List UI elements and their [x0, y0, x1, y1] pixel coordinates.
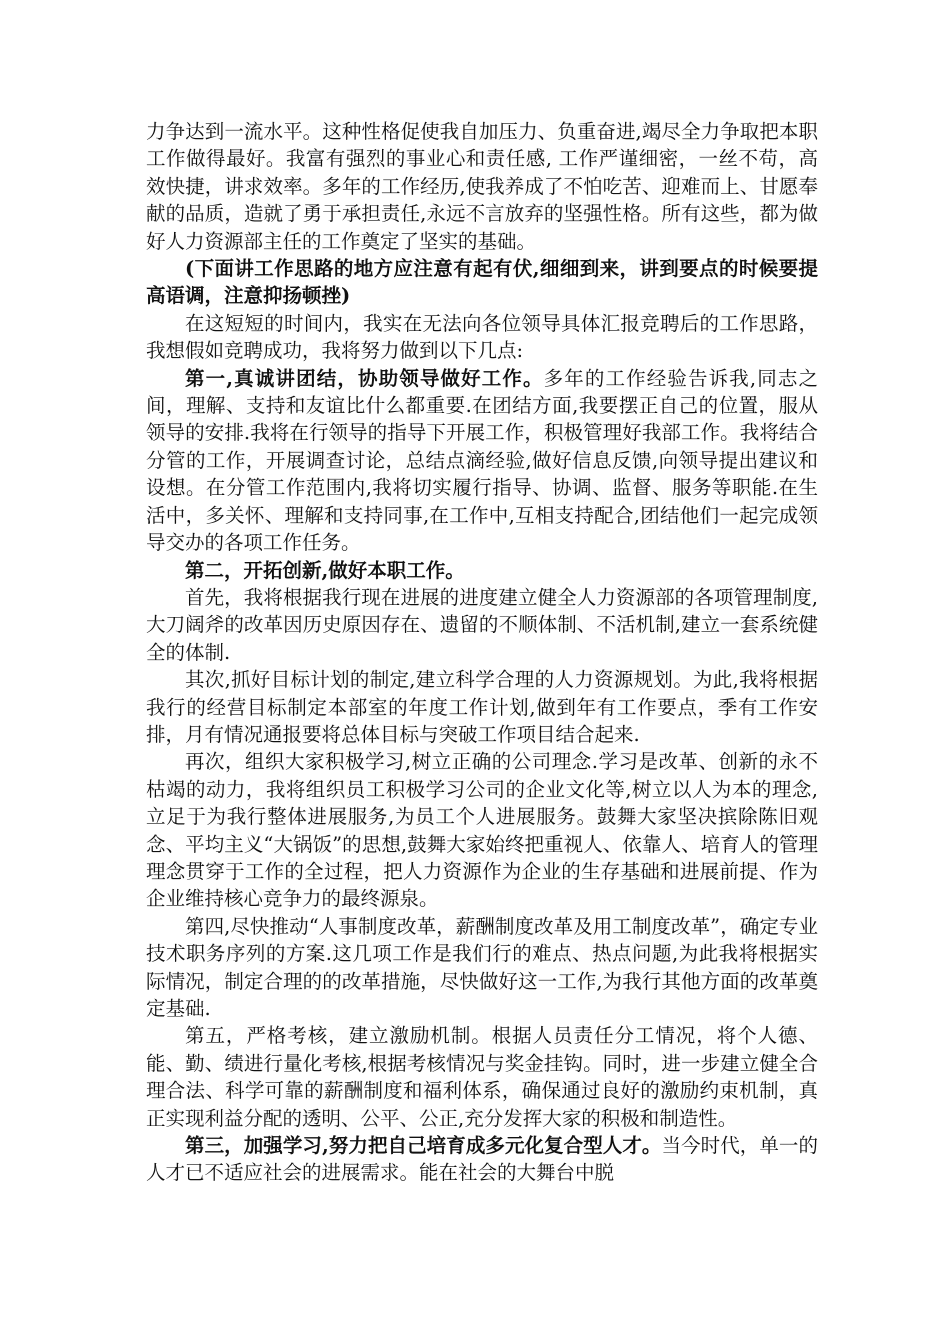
paragraph-fifth — [146, 1022, 818, 1132]
paragraph-point-three — [146, 1132, 818, 1187]
point-heading: 第三，加强学习,努力把自己培育成多元化复合型人才。 — [185, 1134, 662, 1158]
paragraph-text: 第四,尽快推动“人事制度改革，薪酬制度改革及用工制度改革”，确定专业技术职务序列的方案.这几项工作是我们行的难点、热点问题,为此我将根据实际情况，制定合理的的改革措施，尽快做好这一工作,为我行其他方面的改革奠定基础. — [146, 914, 818, 1020]
paragraph-first — [146, 584, 818, 666]
paragraph-text: 第五，严格考核，建立激励机制。根据人员责任分工情况，将个人德、能、勤、绩进行量化考核,根据考核情况与奖金挂钩。同时，进一步建立健全合理合法、科学可靠的薪酬制度和福利体系，确保通过良好的激励约束机制，真正实现利益分配的透明、公平、公正,充分发挥大家的积极和制造性。 — [146, 1024, 818, 1130]
document-page — [146, 118, 818, 1187]
paragraph-text: 首先，我将根据我行现在进展的进度建立健全人力资源部的各项管理制度,大刀阔斧的改革因历史原因存在、遗留的不顺体制、不活机制,建立一套系统健全的体制. — [146, 585, 818, 664]
paragraph-personality — [146, 118, 818, 255]
speaking-note-text: (下面讲工作思路的地方应注意有起有伏,细细到来，讲到要点的时候要提高语调，注意抑扬顿挫) — [146, 257, 818, 308]
point-heading: 第二，开拓创新,做好本职工作。 — [185, 558, 465, 582]
paragraph-point-one — [146, 365, 818, 557]
paragraph-point-two — [146, 557, 818, 584]
paragraph-text: 当今时代，单一的人才已不适应社会的进展需求。能在社会的大舞台中脱 — [146, 1134, 818, 1185]
speaking-note — [146, 255, 818, 310]
paragraph-text: 在这短短的时间内，我实在无法向各位领导具体汇报竞聘后的工作思路，我想假如竞聘成功，我将努力做到以下几点: — [146, 311, 818, 363]
paragraph-intro — [146, 310, 818, 365]
paragraph-text: 其次,抓好目标计划的制定,建立科学合理的人力资源规划。为此,我将根据我行的经营目标制定本部室的年度工作计划,做到年有工作要点，季有工作安排，月有情况通报要将总体目标与突破工作项目结合起来. — [146, 668, 818, 746]
paragraph-text: 力争达到一流水平。这种性格促使我自加压力、负重奋进,竭尽全力争取把本职工作做得最好。我富有强烈的事业心和责任感, 工作严谨细密，一丝不苟，高效快捷，讲求效率。多年的工作经历,使我养成了不怕吃苦、迎难而上、甘愿奉献的品质，造就了勇于承担责任,永远不言放弃的坚强性格。所有这些，都为做好人力资源部主任的工作奠定了坚实的基础。 — [146, 120, 818, 253]
paragraph-text: 多年的工作经验告诉我,同志之间，理解、支持和友谊比什么都重要.在团结方面,我要摆正自己的位置，服从领导的安排.我将在行领导的指导下开展工作，积极管理好我部工作。我将结合分管的工作，开展调查讨论，总结点滴经验,做好信息反馈,向领导提出建议和设想。在分管工作范围内,我将切实履行指导、协调、监督、服务等职能.在生活中，多关怀、理解和支持同事,在工作中,互相支持配合,团结他们一起完成领导交办的各项工作任务。 — [146, 366, 819, 555]
paragraph-third — [146, 748, 818, 912]
paragraph-text: 再次，组织大家积极学习,树立正确的公司理念.学习是改革、创新的永不枯竭的动力，我将组织员工积极学习公司的企业文化等,树立以人为本的理念,立足于为我行整体进展服务,为员工个人进展服务。鼓舞大家坚决摈除陈旧观念、平均主义“大锅饭”的思想,鼓舞大家始终把重视人、依靠人、培育人的管理理念贯穿于工作的全过程，把人力资源作为企业的生存基础和进展前提、作为企业维持核心竞争力的最终源泉。 — [146, 750, 818, 911]
point-heading: 第一,真诚讲团结，协助领导做好工作。 — [185, 366, 544, 390]
paragraph-second — [146, 666, 818, 748]
paragraph-fourth — [146, 913, 818, 1023]
